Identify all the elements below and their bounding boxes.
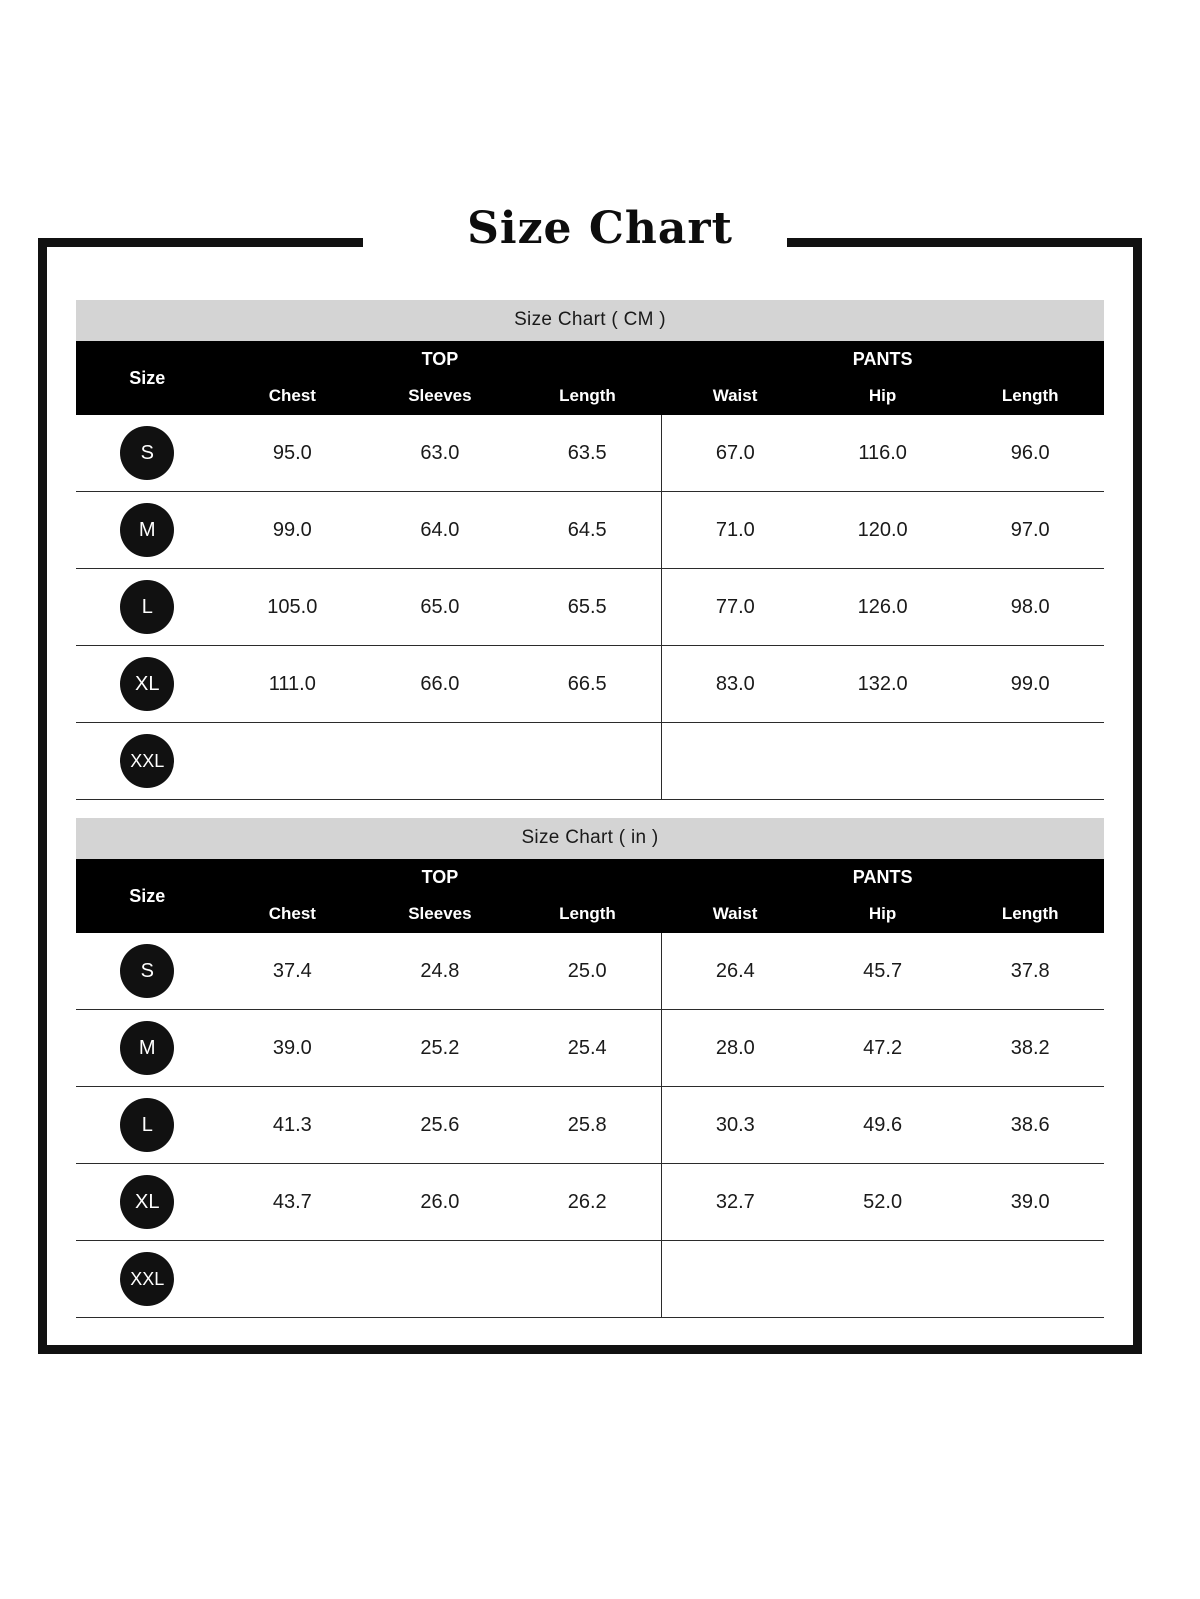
header-top-length-cm: Length (514, 377, 662, 415)
table-band-label-in: Size Chart ( in ) (76, 818, 1104, 859)
size-badge: M (120, 1021, 174, 1075)
table-band-label-cm: Size Chart ( CM ) (76, 300, 1104, 341)
cell-waist: 71.0 (661, 492, 809, 569)
cell-chest: 105.0 (219, 569, 367, 646)
cell-sleeves (366, 723, 514, 800)
header-waist-cm: Waist (661, 377, 809, 415)
header-pants-length-in: Length (956, 895, 1104, 933)
header-waist-in: Waist (661, 895, 809, 933)
cell-hip: 120.0 (809, 492, 957, 569)
header-group-top-in: TOP (219, 859, 662, 895)
header-size-cm: Size (76, 341, 219, 415)
size-cell (76, 1241, 219, 1318)
cell-chest: 43.7 (219, 1164, 367, 1241)
table-row (76, 933, 1104, 1010)
cell-top-length: 66.5 (514, 646, 662, 723)
size-badge: L (120, 1098, 174, 1152)
cell-pants-length: 37.8 (956, 933, 1104, 1010)
cell-waist: 30.3 (661, 1087, 809, 1164)
size-cell (76, 569, 219, 646)
cell-top-length: 25.0 (514, 933, 662, 1010)
header-hip-in: Hip (809, 895, 957, 933)
cell-sleeves: 25.6 (366, 1087, 514, 1164)
size-cell (76, 1087, 219, 1164)
cell-hip: 45.7 (809, 933, 957, 1010)
size-cell (76, 646, 219, 723)
size-cell (76, 492, 219, 569)
size-badge: XXL (120, 734, 174, 788)
cell-sleeves (366, 1241, 514, 1318)
cell-waist: 26.4 (661, 933, 809, 1010)
cell-chest: 39.0 (219, 1010, 367, 1087)
table-row (76, 569, 1104, 646)
cell-sleeves: 63.0 (366, 415, 514, 492)
size-table-cm (76, 341, 1104, 800)
size-badge: XL (120, 1175, 174, 1229)
cell-waist (661, 1241, 809, 1318)
cell-top-length (514, 1241, 662, 1318)
cell-hip (809, 723, 957, 800)
cell-hip: 116.0 (809, 415, 957, 492)
header-hip-cm: Hip (809, 377, 957, 415)
cell-pants-length (956, 723, 1104, 800)
cell-top-length: 65.5 (514, 569, 662, 646)
cell-chest: 95.0 (219, 415, 367, 492)
cell-hip: 132.0 (809, 646, 957, 723)
size-cell (76, 723, 219, 800)
header-sleeves-in: Sleeves (366, 895, 514, 933)
table-header-groups-cm (76, 341, 1104, 377)
header-chest-in: Chest (219, 895, 367, 933)
table-row (76, 1010, 1104, 1087)
cell-pants-length: 96.0 (956, 415, 1104, 492)
cell-waist: 32.7 (661, 1164, 809, 1241)
table-row (76, 492, 1104, 569)
cell-top-length (514, 723, 662, 800)
cell-hip: 49.6 (809, 1087, 957, 1164)
cell-sleeves: 26.0 (366, 1164, 514, 1241)
cell-waist (661, 723, 809, 800)
cell-pants-length (956, 1241, 1104, 1318)
table-row (76, 1164, 1104, 1241)
cell-hip (809, 1241, 957, 1318)
header-group-pants-cm: PANTS (661, 341, 1104, 377)
size-table-in (76, 859, 1104, 1318)
cell-pants-length: 38.2 (956, 1010, 1104, 1087)
cell-sleeves: 66.0 (366, 646, 514, 723)
size-chart-cm (76, 300, 1104, 800)
cell-pants-length: 99.0 (956, 646, 1104, 723)
header-chest-cm: Chest (219, 377, 367, 415)
cell-pants-length: 39.0 (956, 1164, 1104, 1241)
cell-pants-length: 98.0 (956, 569, 1104, 646)
size-cell (76, 1010, 219, 1087)
cell-hip: 47.2 (809, 1010, 957, 1087)
cell-sleeves: 24.8 (366, 933, 514, 1010)
cell-chest (219, 1241, 367, 1318)
header-sleeves-cm: Sleeves (366, 377, 514, 415)
table-row (76, 1087, 1104, 1164)
cell-top-length: 63.5 (514, 415, 662, 492)
size-chart-in (76, 818, 1104, 1318)
table-row (76, 1241, 1104, 1318)
cell-chest: 99.0 (219, 492, 367, 569)
table-row (76, 646, 1104, 723)
table-row (76, 415, 1104, 492)
table-row (76, 723, 1104, 800)
cell-chest: 37.4 (219, 933, 367, 1010)
size-cell (76, 415, 219, 492)
size-badge: L (120, 580, 174, 634)
cell-chest (219, 723, 367, 800)
cell-waist: 28.0 (661, 1010, 809, 1087)
size-badge: XL (120, 657, 174, 711)
size-badge: XXL (120, 1252, 174, 1306)
size-badge: M (120, 503, 174, 557)
size-cell (76, 1164, 219, 1241)
size-badge: S (120, 426, 174, 480)
cell-pants-length: 97.0 (956, 492, 1104, 569)
cell-top-length: 26.2 (514, 1164, 662, 1241)
size-cell (76, 933, 219, 1010)
cell-sleeves: 25.2 (366, 1010, 514, 1087)
cell-waist: 83.0 (661, 646, 809, 723)
cell-sleeves: 65.0 (366, 569, 514, 646)
cell-sleeves: 64.0 (366, 492, 514, 569)
cell-top-length: 64.5 (514, 492, 662, 569)
header-group-pants-in: PANTS (661, 859, 1104, 895)
cell-chest: 41.3 (219, 1087, 367, 1164)
cell-hip: 52.0 (809, 1164, 957, 1241)
cell-pants-length: 38.6 (956, 1087, 1104, 1164)
cell-waist: 77.0 (661, 569, 809, 646)
header-top-length-in: Length (514, 895, 662, 933)
size-badge: S (120, 944, 174, 998)
cell-hip: 126.0 (809, 569, 957, 646)
page-title: Size Chart (467, 203, 733, 254)
cell-waist: 67.0 (661, 415, 809, 492)
cell-top-length: 25.8 (514, 1087, 662, 1164)
header-pants-length-cm: Length (956, 377, 1104, 415)
table-header-columns-in (76, 895, 1104, 933)
cell-chest: 111.0 (219, 646, 367, 723)
table-header-groups-in (76, 859, 1104, 895)
cell-top-length: 25.4 (514, 1010, 662, 1087)
header-size-in: Size (76, 859, 219, 933)
table-header-columns-cm (76, 377, 1104, 415)
header-group-top-cm: TOP (219, 341, 662, 377)
